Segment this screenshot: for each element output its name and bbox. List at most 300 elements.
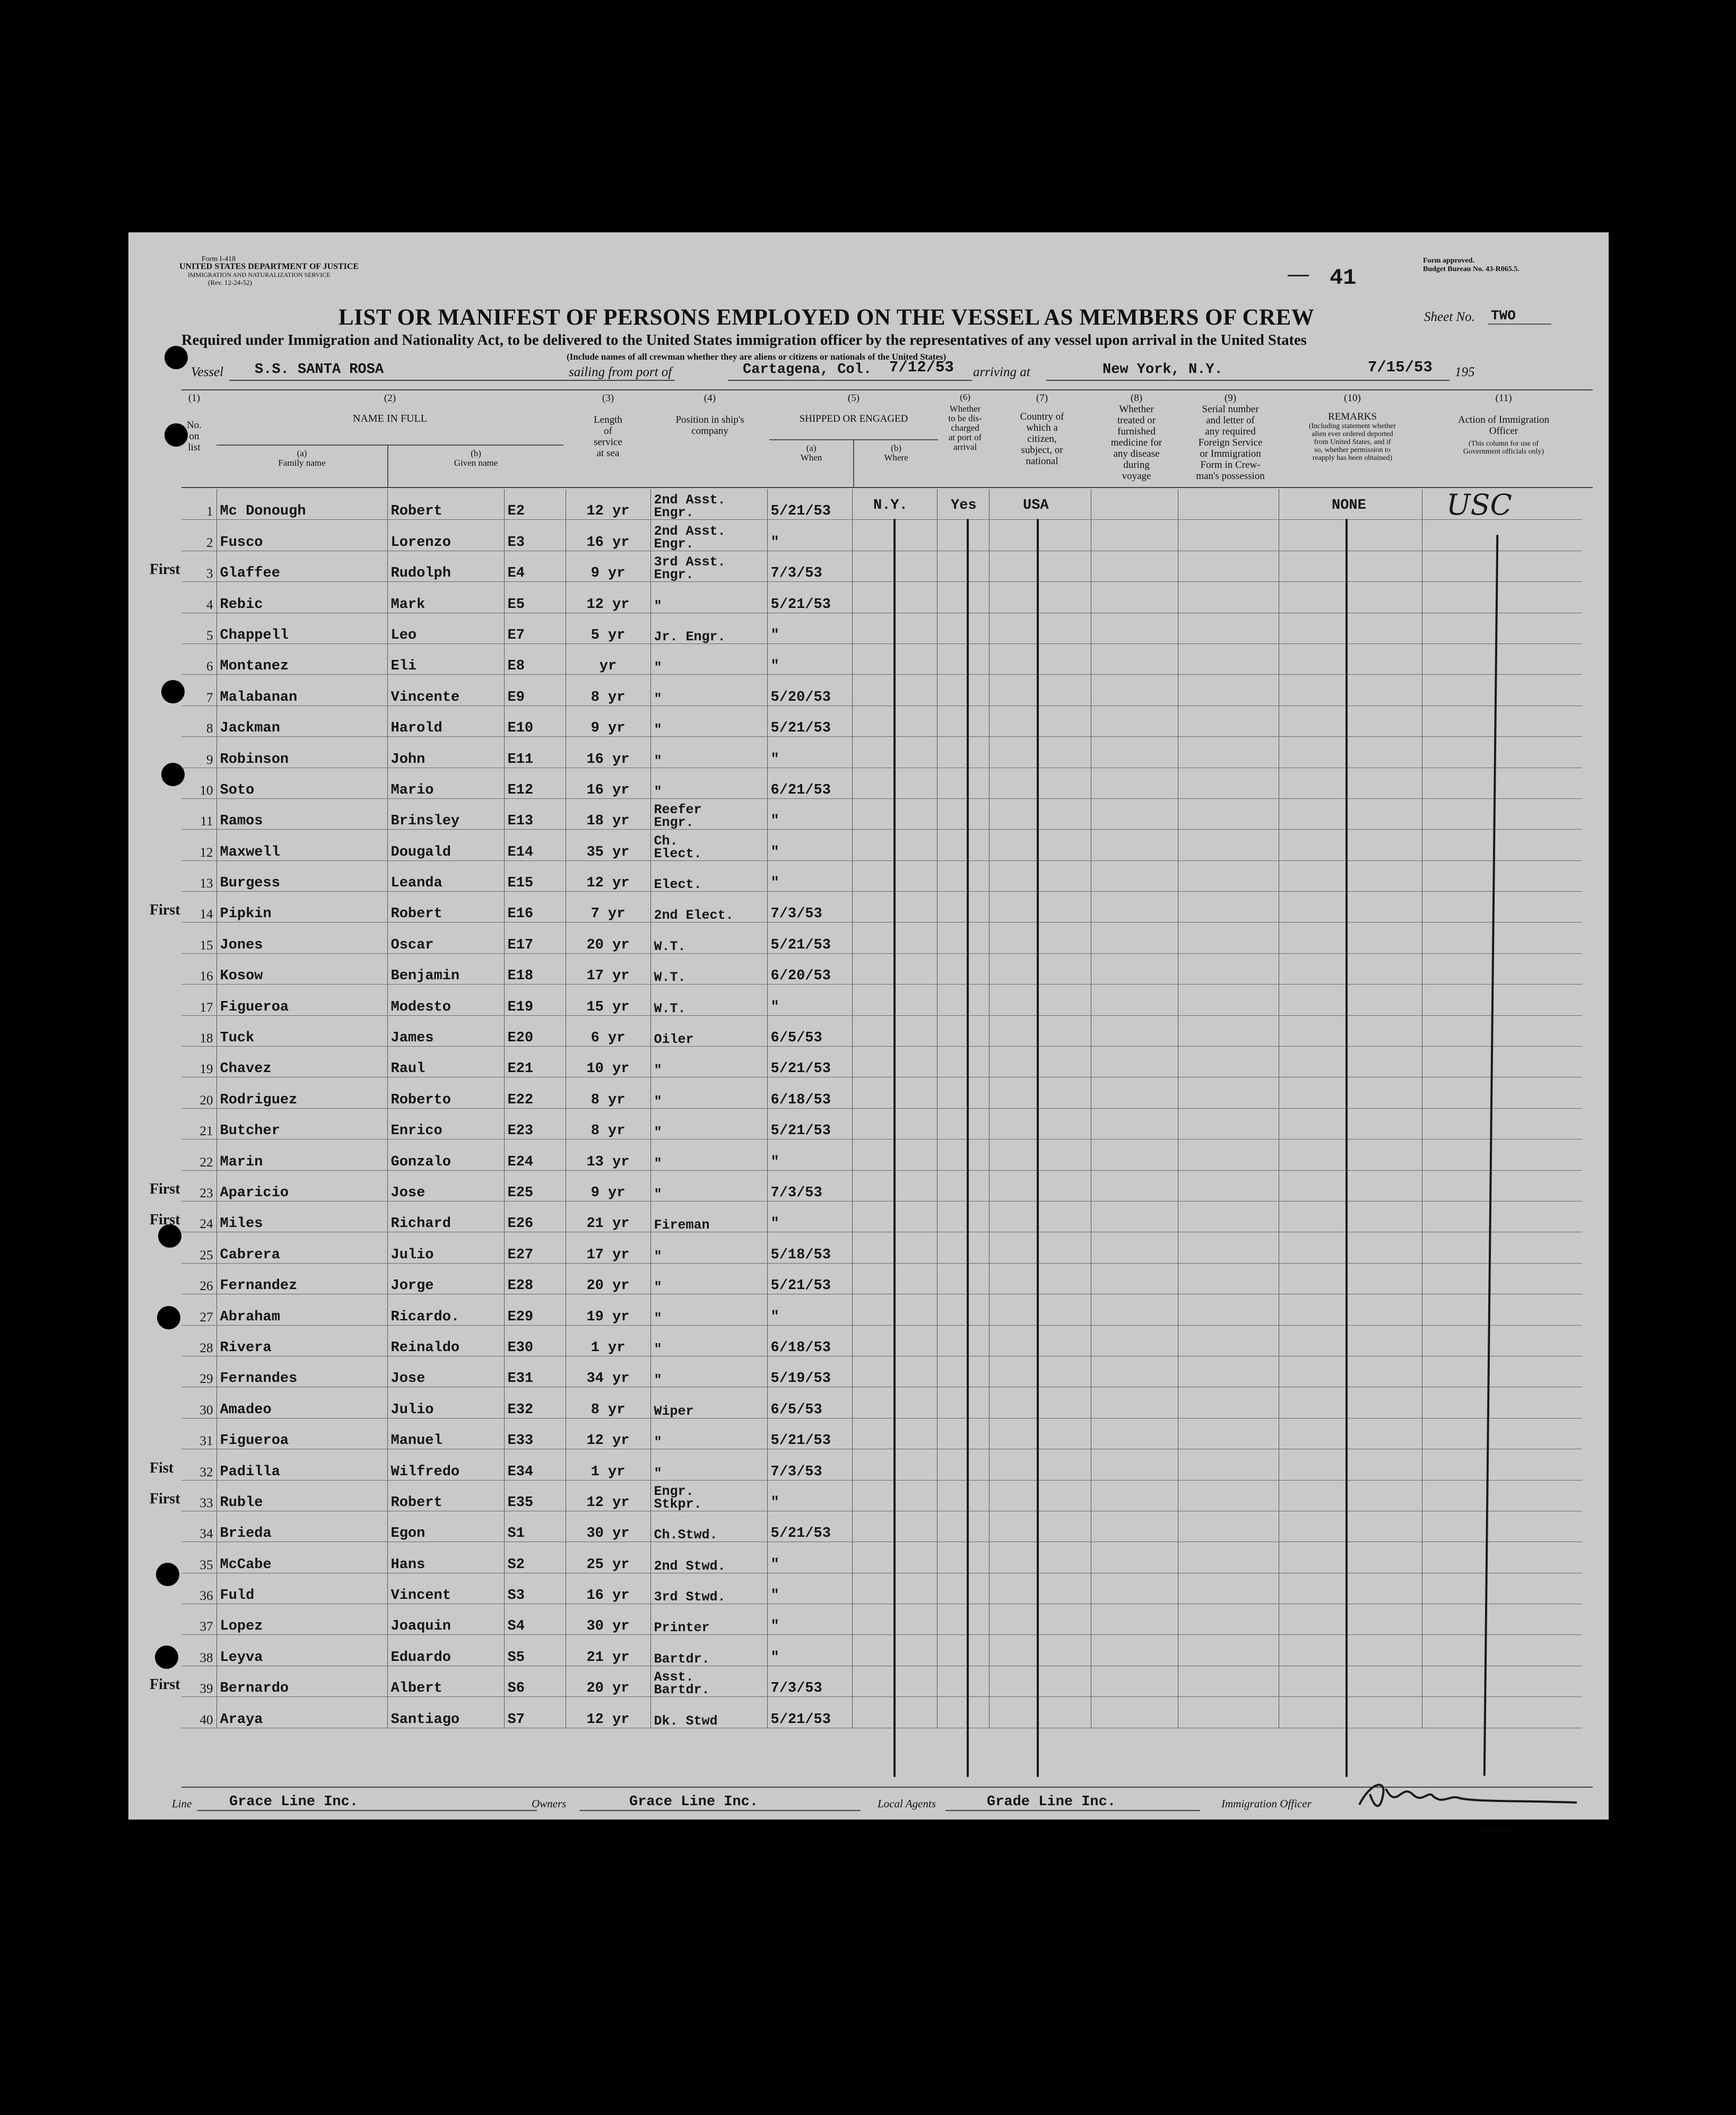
crew-row [181, 582, 1582, 613]
where-ditto-line [893, 519, 896, 1777]
row-number: 16 [181, 953, 216, 984]
remarks [1279, 675, 1422, 706]
crew-row [181, 1418, 1582, 1449]
serial-number [1178, 985, 1279, 1015]
action [1422, 1325, 1582, 1356]
country [989, 1201, 1091, 1232]
col5a-header: (a) When [800, 443, 822, 463]
remarks-ditto-line [1346, 519, 1348, 1777]
row-number: 1 [181, 489, 216, 520]
row-number: 37 [181, 1604, 216, 1635]
action [1422, 1294, 1582, 1325]
given-name: Brinsley [387, 798, 504, 829]
col1-num: (1) [188, 393, 201, 404]
serial-number [1178, 489, 1279, 520]
sailing-label: sailing from port of [569, 365, 672, 379]
crew-code: E24 [504, 1139, 566, 1170]
remarks [1279, 1356, 1422, 1387]
remarks [1279, 1387, 1422, 1418]
family-name: Fernandez [216, 1263, 387, 1294]
crew-row [181, 1356, 1582, 1387]
col4-num: (4) [704, 393, 716, 404]
family-name: Maxwell [216, 830, 387, 860]
owners-underline [579, 1810, 861, 1811]
serial-number [1178, 953, 1279, 984]
col5-num: (5) [847, 393, 860, 404]
row-number: 27 [181, 1294, 216, 1325]
crew-row [181, 706, 1582, 736]
family-name: Marin [216, 1139, 387, 1170]
position: " [650, 582, 767, 613]
action [1422, 953, 1582, 984]
family-name: Jackman [216, 706, 387, 736]
family-name: Araya [216, 1697, 387, 1728]
subnote: (Include names of all crewman whether they are aliens or citizens or nationals of the United States) [567, 352, 947, 362]
position: " [650, 768, 767, 798]
action [1422, 768, 1582, 798]
given-name: Robert [387, 1480, 504, 1511]
family-name: Kosow [216, 953, 387, 984]
position: " [650, 1294, 767, 1325]
remarks [1279, 1449, 1422, 1480]
given-name: Gonzalo [387, 1139, 504, 1170]
crew-code: E31 [504, 1356, 566, 1387]
col11-header [1425, 393, 1582, 456]
crew-code: E25 [504, 1170, 566, 1201]
row-number: 30 [181, 1387, 216, 1418]
remarks [1279, 1325, 1422, 1356]
discharged [937, 1635, 989, 1666]
action [1422, 706, 1582, 736]
discharged [937, 582, 989, 613]
length-of-service: 30 yr [566, 1511, 650, 1542]
length-of-service: 1 yr [566, 1325, 650, 1356]
shipped-when: 6/5/53 [767, 1015, 852, 1046]
country [989, 1170, 1091, 1201]
serial-number [1178, 768, 1279, 798]
given-name: James [387, 1015, 504, 1046]
position: 2nd Elect. [650, 892, 767, 922]
discharged [937, 1480, 989, 1511]
shipped-when: 5/21/53 [767, 706, 852, 736]
treated [1091, 1542, 1178, 1573]
given-name: Reinaldo [387, 1325, 504, 1356]
remarks [1279, 985, 1422, 1015]
given-name: Manuel [387, 1418, 504, 1449]
action [1422, 1015, 1582, 1046]
country [989, 892, 1091, 922]
country [989, 1666, 1091, 1696]
position: 2nd Stwd. [650, 1542, 767, 1573]
family-name: Chavez [216, 1047, 387, 1077]
shipped-when: 6/20/53 [767, 953, 852, 984]
service: IMMIGRATION AND NATURALIZATION SERVICE [188, 271, 331, 278]
shipped-when: 5/21/53 [767, 1418, 852, 1449]
crew-code: E5 [504, 582, 566, 613]
crew-code: S5 [504, 1635, 566, 1666]
action [1422, 520, 1582, 551]
crew-row [181, 520, 1582, 551]
length-of-service: 12 yr [566, 489, 650, 520]
action [1422, 1573, 1582, 1604]
agents-value: Grade Line Inc. [987, 1794, 1116, 1810]
country [989, 1015, 1091, 1046]
treated [1091, 582, 1178, 613]
action [1422, 1108, 1582, 1139]
given-name: Julio [387, 1387, 504, 1418]
position: Elect. [650, 860, 767, 891]
length-of-service: 16 yr [566, 1573, 650, 1604]
serial-number [1178, 1139, 1279, 1170]
length-of-service: 6 yr [566, 1015, 650, 1046]
family-name: Rodriguez [216, 1077, 387, 1108]
margin-note: First [150, 1212, 180, 1229]
shipped-when: " [767, 643, 852, 674]
action [1422, 1666, 1582, 1696]
length-of-service: 20 yr [566, 1666, 650, 1696]
family-name: Fusco [216, 520, 387, 551]
serial-number [1178, 892, 1279, 922]
remarks [1279, 706, 1422, 736]
crew-code: E19 [504, 985, 566, 1015]
length-of-service: 20 yr [566, 922, 650, 953]
serial-number [1178, 1604, 1279, 1635]
treated [1091, 489, 1178, 520]
country [989, 860, 1091, 891]
shipped-when: 7/3/53 [767, 1449, 852, 1480]
col5-header [769, 393, 938, 424]
treated [1091, 1635, 1178, 1666]
position: Ch.Stwd. [650, 1511, 767, 1542]
crew-code: E27 [504, 1232, 566, 1263]
row-number: 35 [181, 1542, 216, 1573]
crew-row [181, 1077, 1582, 1108]
discharged [937, 1294, 989, 1325]
length-of-service: 15 yr [566, 985, 650, 1015]
family-name: McCabe [216, 1542, 387, 1573]
discharged [937, 1077, 989, 1108]
shipped-when: " [767, 1480, 852, 1511]
length-of-service: 12 yr [566, 1480, 650, 1511]
margin-note: First [150, 561, 180, 578]
country [989, 830, 1091, 860]
row-number: 18 [181, 1015, 216, 1046]
country [989, 706, 1091, 736]
serial-number [1178, 520, 1279, 551]
remarks [1279, 1666, 1422, 1696]
action [1422, 830, 1582, 860]
col10-num: (10) [1344, 393, 1361, 404]
country [989, 1263, 1091, 1294]
given-name: Leo [387, 613, 504, 643]
position: W.T. [650, 985, 767, 1015]
shipped-when: 5/21/53 [767, 1697, 852, 1728]
discharged [937, 953, 989, 984]
crew-row [181, 643, 1582, 674]
shipped-when: 6/5/53 [767, 1387, 852, 1418]
shipped-when: 5/18/53 [767, 1232, 852, 1263]
treated [1091, 922, 1178, 953]
col5-text: SHIPPED OR ENGAGED [799, 413, 908, 424]
crew-code: E13 [504, 798, 566, 829]
given-name: Enrico [387, 1108, 504, 1139]
col7-text: Country of which a citizen, subject, or national [1020, 411, 1064, 467]
family-name: Leyva [216, 1635, 387, 1666]
country [989, 1294, 1091, 1325]
remarks [1279, 582, 1422, 613]
shipped-when: 7/3/53 [767, 1666, 852, 1696]
discharged-ditto-line [967, 519, 969, 1777]
row-number: 31 [181, 1418, 216, 1449]
punch-hole [157, 1306, 180, 1329]
crew-code: E15 [504, 860, 566, 891]
serial-number [1178, 1542, 1279, 1573]
family-name: Fernandes [216, 1356, 387, 1387]
arrival-date: 7/15/53 [1368, 359, 1433, 376]
given-name: Robert [387, 892, 504, 922]
country [989, 1418, 1091, 1449]
treated [1091, 520, 1178, 551]
crew-row [181, 1697, 1582, 1728]
family-name: Pipkin [216, 892, 387, 922]
country [989, 1356, 1091, 1387]
serial-number [1178, 1573, 1279, 1604]
crew-row [181, 613, 1582, 643]
position: " [650, 1170, 767, 1201]
page-number: 41 [1330, 265, 1357, 291]
row-number: 8 [181, 706, 216, 736]
treated [1091, 860, 1178, 891]
pen-dash [1288, 275, 1309, 276]
action [1422, 1387, 1582, 1418]
col2-split [387, 445, 388, 487]
family-name: Fuld [216, 1573, 387, 1604]
position: 2nd Asst. Engr. [650, 520, 767, 551]
position: " [650, 1108, 767, 1139]
position: " [650, 1418, 767, 1449]
where-first: N.Y. [873, 498, 908, 513]
position: W.T. [650, 953, 767, 984]
discharged [937, 613, 989, 643]
given-name: Rudolph [387, 551, 504, 581]
family-name: Padilla [216, 1449, 387, 1480]
discharged [937, 1015, 989, 1046]
family-name: Figueroa [216, 985, 387, 1015]
given-name: Julio [387, 1232, 504, 1263]
treated [1091, 1108, 1178, 1139]
remarks [1279, 768, 1422, 798]
action [1422, 1449, 1582, 1480]
given-name: Harold [387, 706, 504, 736]
col8-header [1094, 393, 1179, 482]
col11-num: (11) [1495, 393, 1512, 404]
family-name: Aparicio [216, 1170, 387, 1201]
country [989, 1108, 1091, 1139]
country [989, 1325, 1091, 1356]
officer-signature [1354, 1773, 1587, 1815]
row-number: 17 [181, 985, 216, 1015]
shipped-when: " [767, 860, 852, 891]
given-name: Wilfredo [387, 1449, 504, 1480]
length-of-service: 9 yr [566, 1170, 650, 1201]
crew-code: E21 [504, 1047, 566, 1077]
discharged [937, 520, 989, 551]
length-of-service: 8 yr [566, 1387, 650, 1418]
family-name: Miles [216, 1201, 387, 1232]
discharged [937, 1325, 989, 1356]
row-number: 4 [181, 582, 216, 613]
position: 3rd Asst. Engr. [650, 551, 767, 581]
crew-code: E16 [504, 892, 566, 922]
col8-text: Whether treated or furnished medicine for any disease during voyage [1110, 404, 1162, 482]
country [989, 1604, 1091, 1635]
crew-code: E33 [504, 1418, 566, 1449]
remarks [1279, 1418, 1422, 1449]
given-name: Hans [387, 1542, 504, 1573]
length-of-service: 25 yr [566, 1542, 650, 1573]
col4-text: Position in ship's company [675, 414, 744, 437]
action [1422, 1232, 1582, 1263]
discharged [937, 1542, 989, 1573]
discharged [937, 1108, 989, 1139]
row-number: 22 [181, 1139, 216, 1170]
action [1422, 1511, 1582, 1542]
col8-num: (8) [1130, 393, 1143, 404]
treated [1091, 1604, 1178, 1635]
shipped-when: " [767, 520, 852, 551]
serial-number [1178, 798, 1279, 829]
row-number: 10 [181, 768, 216, 798]
family-name: Burgess [216, 860, 387, 891]
col3-text: Length of service at sea [594, 414, 622, 459]
col6-header [940, 393, 990, 452]
remarks [1279, 1511, 1422, 1542]
serial-number [1178, 1387, 1279, 1418]
crew-code: S6 [504, 1666, 566, 1696]
subtitle: Required under Immigration and Nationality Act, to be delivered to the United States immigration officer by the representatives of any vessel upon arrival in the United States [181, 332, 1307, 349]
country [989, 737, 1091, 768]
family-name: Tuck [216, 1015, 387, 1046]
shipped-when: 5/19/53 [767, 1356, 852, 1387]
discharged [937, 985, 989, 1015]
discharged [937, 737, 989, 768]
position: Reefer Engr. [650, 798, 767, 829]
country [989, 1449, 1091, 1480]
row-number: 19 [181, 1047, 216, 1077]
family-name: Ruble [216, 1480, 387, 1511]
action [1422, 675, 1582, 706]
discharged [937, 1139, 989, 1170]
given-name: Eli [387, 643, 504, 674]
family-name: Abraham [216, 1294, 387, 1325]
remarks [1279, 1573, 1422, 1604]
length-of-service: 8 yr [566, 1077, 650, 1108]
vessel-underline [229, 380, 675, 381]
length-of-service: yr [566, 643, 650, 674]
given-name: Jose [387, 1356, 504, 1387]
position: " [650, 1449, 767, 1480]
family-name: Butcher [216, 1108, 387, 1139]
remarks [1279, 953, 1422, 984]
length-of-service: 16 yr [566, 737, 650, 768]
serial-number [1178, 1047, 1279, 1077]
crew-code: E12 [504, 768, 566, 798]
remarks [1279, 643, 1422, 674]
length-of-service: 9 yr [566, 551, 650, 581]
crew-row [181, 830, 1582, 860]
crew-row [181, 1480, 1582, 1511]
given-name: Robert [387, 489, 504, 520]
treated [1091, 830, 1178, 860]
remarks [1279, 1047, 1422, 1077]
treated [1091, 1294, 1178, 1325]
col6-num: (6) [960, 392, 970, 402]
serial-number [1178, 551, 1279, 581]
treated [1091, 551, 1178, 581]
action [1422, 1263, 1582, 1294]
position: Ch. Elect. [650, 830, 767, 860]
discharged-first: Yes [951, 498, 977, 513]
action [1422, 1418, 1582, 1449]
action [1422, 985, 1582, 1015]
action [1422, 1542, 1582, 1573]
row-number: 24 First [181, 1201, 216, 1232]
remarks [1279, 613, 1422, 643]
given-name: Roberto [387, 1077, 504, 1108]
position: Bartdr. [650, 1635, 767, 1666]
country [989, 768, 1091, 798]
remarks [1279, 798, 1422, 829]
position: " [650, 643, 767, 674]
discharged [937, 1604, 989, 1635]
punch-hole [164, 346, 188, 369]
discharged [937, 706, 989, 736]
discharged [937, 1232, 989, 1263]
length-of-service: 8 yr [566, 1108, 650, 1139]
country [989, 551, 1091, 581]
country-ditto-line [1037, 519, 1039, 1777]
discharged [937, 1170, 989, 1201]
treated [1091, 737, 1178, 768]
treated [1091, 613, 1178, 643]
remarks [1279, 1077, 1422, 1108]
shipped-when: 7/3/53 [767, 892, 852, 922]
discharged [937, 1418, 989, 1449]
treated [1091, 1263, 1178, 1294]
crew-code: E29 [504, 1294, 566, 1325]
agents-underline [945, 1810, 1200, 1811]
length-of-service: 18 yr [566, 798, 650, 829]
crew-row [181, 1325, 1582, 1356]
given-name: Modesto [387, 985, 504, 1015]
serial-number [1178, 1077, 1279, 1108]
length-of-service: 1 yr [566, 1449, 650, 1480]
country [989, 1542, 1091, 1573]
serial-number [1178, 922, 1279, 953]
row-number: 25 [181, 1232, 216, 1263]
crew-row [181, 1511, 1582, 1542]
crew-code: E30 [504, 1325, 566, 1356]
discharged [937, 1697, 989, 1728]
shipped-when: 6/18/53 [767, 1325, 852, 1356]
country [989, 643, 1091, 674]
sailing-port: Cartagena, Col. [743, 362, 872, 378]
given-name: Joaquin [387, 1604, 504, 1635]
owners-value: Grace Line Inc. [629, 1794, 759, 1810]
length-of-service: 34 yr [566, 1356, 650, 1387]
discharged [937, 1356, 989, 1387]
discharged [937, 1511, 989, 1542]
